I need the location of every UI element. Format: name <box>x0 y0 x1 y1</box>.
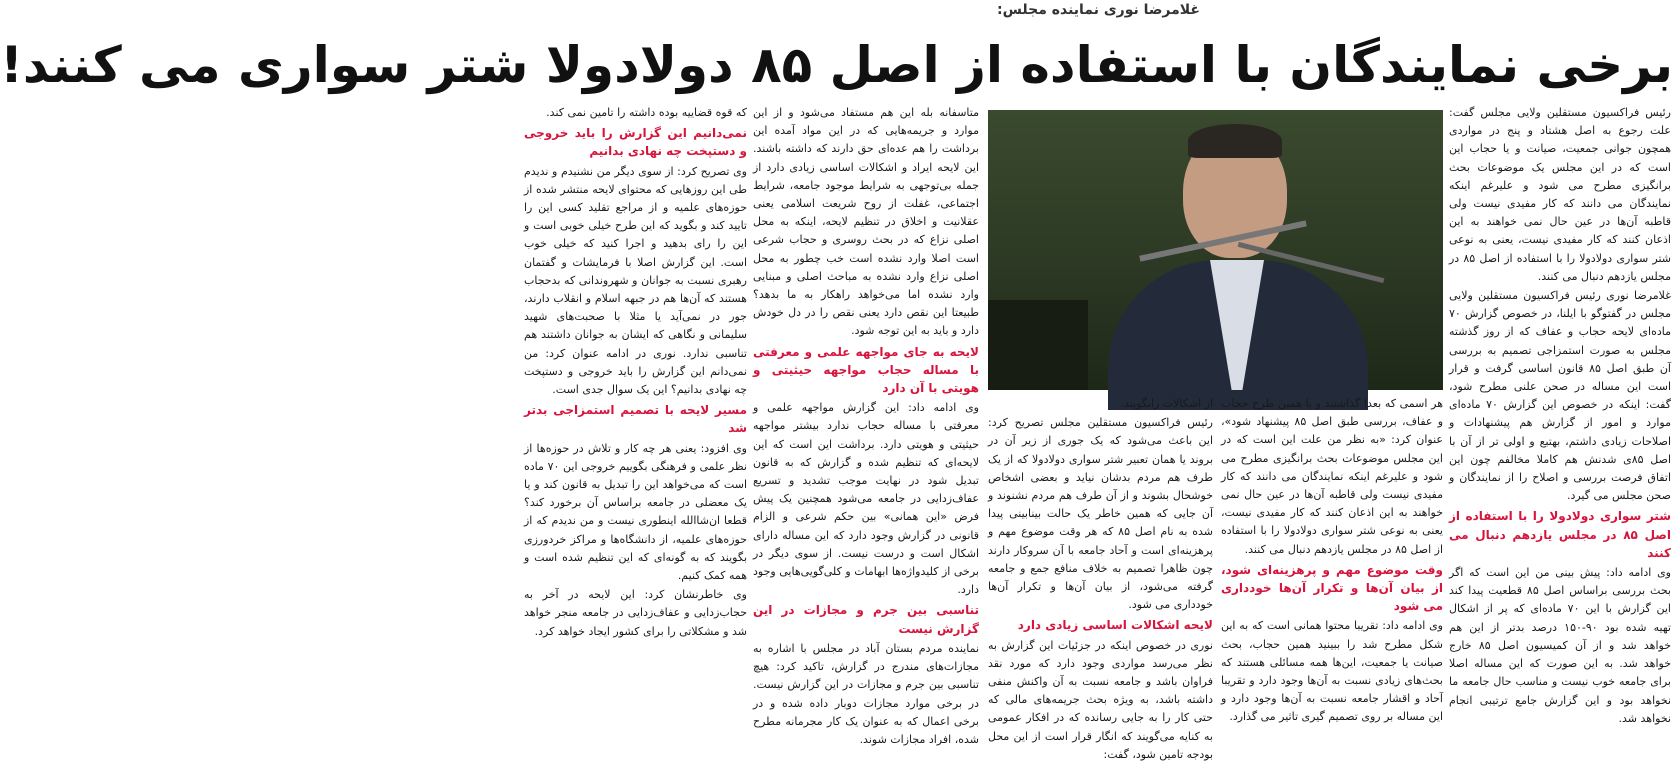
paragraph: نماینده مردم بستان آباد در مجلس با اشاره به مجازات‌های مندرج در گزارش، تاکید کرد: هیچ تناسبی بین جرم و مجازات در این گزارش نیست. در برخی موارد مجازات دوبار داده شده و در برخی اعمال که به عنوان یک کار مجرمانه مطرح شده، افراد مجازات شوند. <box>753 641 979 746</box>
photo-speaker-hair <box>1188 124 1282 158</box>
paragraph: متاسفانه بله این هم مستفاد می‌شود و از این موارد و جریمه‌هایی که در این مواد آمده این برداشت را هم عده‌ای حق دارند که داشته باشند. این لایحه ایراد و اشکالات اساسی زیادی دارد از جمله بی‌توجهی به شرایط موجود جامعه، شرایط اجتماعی، غفلت از روح شریعت اسلامی یعنی عقلانیت و اخلاق در تنظیم لایحه، اینکه به محل اصلی نزاع که در بحث روسری و حجاب شرعی است اصلا وارد نشده است خب چطور به محل اصلی نزاع وارد نشده به مباحث اصلی و مبنایی وارد نشده اما می‌خواهد راهکار به ما بدهد؟ طبیعتا این نقص دارد یعنی نقص را در دل خودش دارد و باید به این توجه شود. <box>753 106 979 338</box>
paragraph: وی ادامه داد: این گزارش مواجهه علمی و معرفتی با مساله حجاب ندارد بیشتر مواجهه حیثیتی و هویتی دارد. برداشت این است که این لایحه‌ای که تنظیم شده و گزارش که به قانون تبدیل شود در نهایت موجب تشدید و تسریع عفاف‌زدایی در جامعه می‌شود همچنین یک پیش فرض «این همانی» بین حکم شرعی و الزام قانونی در گزارش وجود دارد که این مساله دارای اشکال است و درست نیست. از سوی دیگر در برخی از کلیدواژه‌ها ابهامات و کلی‌گویی‌هایی وجود دارد. <box>753 401 979 597</box>
paragraph: نوری در خصوص اینکه در جزئیات این گزارش به نظر می‌رسد مواردی وجود دارد که مورد نقد فراوان باشد و جامعه نسبت به آن واکنش منفی داشته باشد، به ویژه بحث جریمه‌های مالی که حتی کار را به جایی رسانده که در افکار عمومی به کنایه می‌گویند که انگار قرار است از این محل بودجه تامین شود، گفت: <box>988 638 1213 761</box>
paragraph: از اشکالات رابگویند. <box>1120 397 1213 410</box>
paragraph: رئیس فراکسیون مستقلین مجلس تصریح کرد: این باعث می‌شود که یک جوری از زیر آن در بروند یا همان تعبیر شتر سواری دولادولا که از یک طرف هم مردم بدشان نیاید و بعضی اشخاص خوشحال بشوند و از آن طرف هم مردم نشنوند و آن جایی که همین خاطر یک حالت بینابینی پیدا شده به نام اصل ۸۵ که هر وقت موضوع مهم و پرهزینه‌ای است و آحاد جامعه با آن سروکار دارند چون ظاهرا تصمیم به خلاف منافع جمع و جامعه گرفته می‌شود، از بیان آن‌ها و تکرار آن‌ها خودداری می شود. <box>988 416 1213 612</box>
article-column-3 <box>988 395 1213 761</box>
paragraph: وی تصریح کرد: از سوی دیگر من نشنیدم و ندیدم طی این روزهایی که محتوای لایحه منتشر شده از حوزه‌های علمیه و از مراجع تقلید کسی این را تایید کند و بگوید که این طرح خیلی خوبی است و این را رای بدهید و اجرا کنید که خیلی خوب است. این گزارش اصلا با فرمایشات و گفتمان رهبری نسبت به جوانان و شهروندانی که بدحجاب هستند که آن‌ها هم در جبهه اسلام و انقلاب دارند، جور در نمی‌آید یا مثلا با صحبت‌های شهید سلیمانی و نگاهی که ایشان به جوانان داشتند هم تناسبی ندارد. نوری در ادامه عنوان کرد: من نمی‌دانم این گزارش را باید خروجی و دستپخت چه نهادی بدانیم؟ این یک سوال جدی است. <box>524 164 747 397</box>
subheading: لایحه به جای مواجهه علمی و معرفتی با مساله حجاب مواجهه حیثیتی و هویتی با آن دارد <box>753 344 979 396</box>
article-photo <box>988 110 1443 390</box>
paragraph: وی ادامه داد: پیش بینی من این است که اگر بحث بررسی براساس اصل ۸۵ قطعیت پیدا کند این گزارش با این ۷۰ ماده‌ای که پر از اشکال تهیه شده بود ۹۰-۱۵۰ درصد بدتر از این هم خواهد شد و از آن کمیسیون اصل ۸۵ خارج خواهد شد. به این صورت که این مساله اصلا برای جامعه خوب نیست و مناسب حال جامعه ما نخواهد بود و این گزارش جامع ترتیبی انجام نخواهد شد. <box>1449 566 1672 725</box>
article-column-2 <box>1221 395 1443 724</box>
article-kicker: غلامرضا نوری نماینده مجلس: <box>997 2 1200 18</box>
subheading: لایحه اشکالات اساسی زیادی دارد <box>1017 618 1213 633</box>
paragraph: رئیس فراکسیون مستقلین ولایی مجلس گفت: علت رجوع به اصل هشتاد و پنج در مواردی همچون جوانی جمعیت، صیانت و یا حجاب این است که در این مجلس یک موضوعات بحث برانگیزی مطرح می شود و علیرغم اینکه نمایندگان می دانند که کار مفیدی نیست ولی قاطبه آن‌ها در عین حال نمی خواهند به این اذعان کنند که کار مفیدی نیست، یعنی به نوعی شتر سواری دولادولا را با استفاده از اصل ۸۵ در مجلس یازدهم دنبال می کنند. <box>1449 106 1671 283</box>
paragraph: وی خاطرنشان کرد: این لایحه در آخر به حجاب‌زدایی و عفاف‌زدایی در جامعه منجر خواهد شد و مشکلاتی را برای کشور ایجاد خواهد کرد. <box>524 588 747 638</box>
paragraph: غلامرضا نوری رئیس فراکسیون مستقلین ولایی مجلس در گفتوگو با ایلنا، در خصوص گزارش ۷۰ ماده‌ای لایحه حجاب و عفاف که از روز گذشته مجلس به صورت استمزاجی تصمیم به بررسی آن طبق اصل ۸۵ قانون اساسی گرفت و قرار است این مساله در صحن علنی مطرح شود، گفت: اینکه در خصوص این گزارش ۷۰ ماده‌ای موارد و امور از گزارش هم پیشنهادات و اصلاحات زیادی داشتم، بهتبع و اولی تر از آن با اصل ۸۵ی شدنش هم کاملا مخالفم چون این اتفاق فرصت بررسی و اصلاح را از نمایندگان و صحن مجلس می گیرد. <box>1449 289 1671 503</box>
subheading: وقت موضوع مهم و پرهزینه‌ای شود، از بیان آن‌ها و تکرار آن‌ها خودداری می شود <box>1221 562 1443 614</box>
paragraph: که قوه قضاییه بوده داشته را تامین نمی کند. <box>546 106 747 119</box>
article-column-5 <box>524 104 747 724</box>
subheading: نمی‌دانیم این گزارش را باید خروجی و دستپخت چه نهادی بدانیم <box>524 126 747 159</box>
article-headline: برخی نمایندگان با استفاده از اصل ۸۵ دولادولا شتر سواری می کنند! <box>0 36 1673 94</box>
paragraph: وی ادامه داد: تقریبا محتوا همانی است که به این شکل مطرح شد را ببینید همین حجاب، بحث صیانت یا جمعیت، این‌ها همه مسائلی هستند که بحث‌های زیادی نسبت به آن‌ها وجود دارد و تقریبا آحاد و اقشار جامعه نسبت به آن‌ها وجود دارد و این مساله بر روی تصمیم گیری تاثیر می گذارد. <box>1221 619 1443 724</box>
article-column-1 <box>1449 104 1671 724</box>
paragraph: هر اسمی که بعدا گذاشتند و یا همین طرح حجاب و عفاف، بررسی طبق اصل ۸۵ پیشنهاد شود»، عنوان کرد: «به نظر من علت این است که در این مجلس موضوعات بحث برانگیزی مطرح می شود و علیرغم اینکه نمایندگان می دانند که کار مفیدی نیست ولی قاطبه آن‌ها در عین حال نمی خواهند به این اذعان کنند که کار مفیدی نیست، یعنی به نوعی شتر سواری دولادولا را با استفاده از اصل ۸۵ در مجلس یازدهم دنبال می کنند. <box>1221 397 1444 556</box>
paragraph: وی افزود: یعنی هر چه کار و تلاش در حوزه‌ها از نظر علمی و فرهنگی بگوییم خروجی این ۷۰ ماده است که می‌خواهد این را تبدیل به قانون کند و یا یک معضلی در جامعه براساس آن برخورد کند؟ قطعا ان‌شاالله اینطوری نیست و من ندیدم که از حوزه‌های علمیه، از دانشگاه‌ها و مراکز خردورزی بگویند که به گونه‌ای که این تنظیم شده است و همه کمک کنیم. <box>524 441 747 583</box>
article-column-4 <box>753 104 979 746</box>
subheading: شتر سواری دولادولا را با استفاده از اصل ۸۵ در مجلس یازدهم دنبال می کنند <box>1449 509 1671 560</box>
photo-background-seat <box>988 300 1088 390</box>
subheading: مسیر لایحه با تصمیم استمزاجی بدتر شد <box>524 403 747 436</box>
subheading: تناسبی بین جرم و مجازات در این گزارش نیست <box>753 603 979 636</box>
